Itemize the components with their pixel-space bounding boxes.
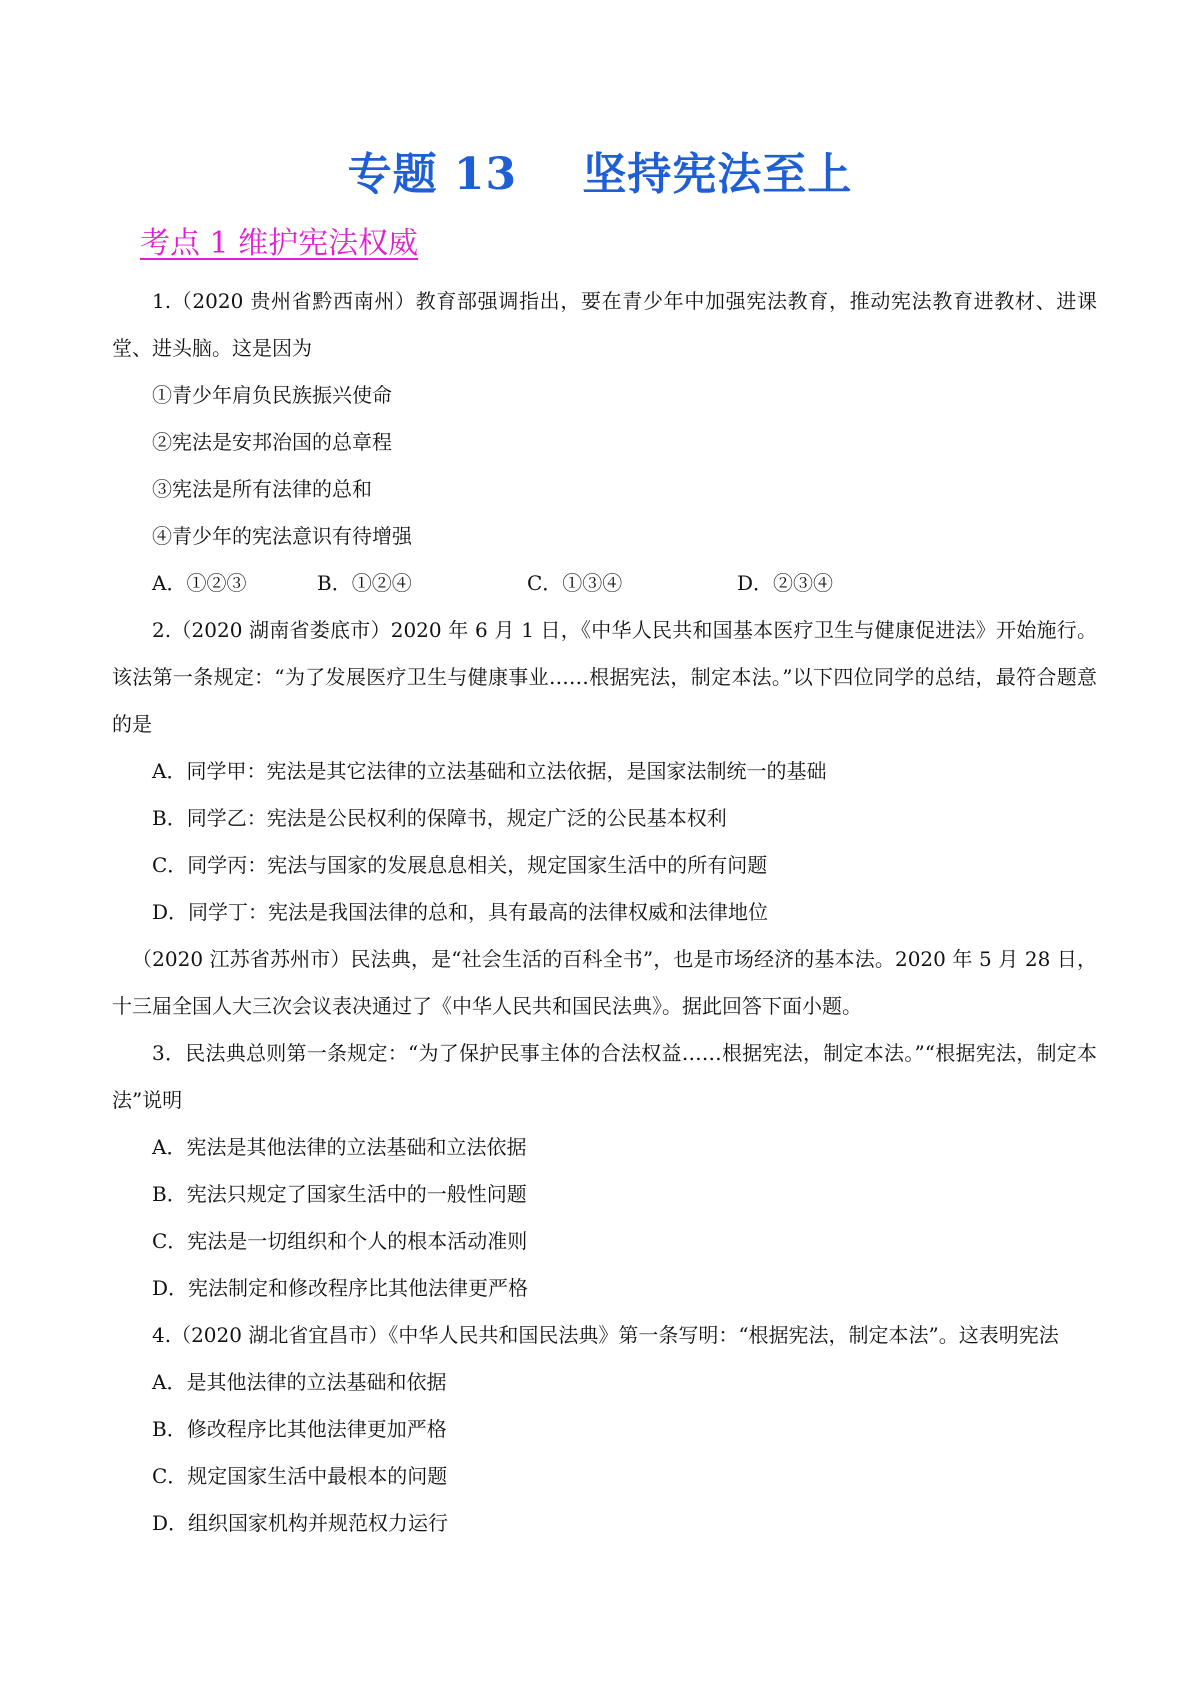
- question-2-option-b: B．同学乙：宪法是公民权利的保障书，规定广泛的公民基本权利: [152, 806, 727, 830]
- question-4-option-c: C．规定国家生活中最根本的问题: [152, 1464, 448, 1488]
- question-1-item: ③宪法是所有法律的总和: [152, 477, 372, 501]
- question-body: [112, 278, 1097, 1547]
- question-3-option-a: A．宪法是其他法律的立法基础和立法依据: [152, 1135, 527, 1159]
- question-3-option-d: D．宪法制定和修改程序比其他法律更严格: [152, 1276, 529, 1300]
- question-2-stem: 2.（2020 湖南省娄底市）2020 年 6 月 1 日，《中华人民共和国基本医疗卫生与健康促进法》开始施行。该法第一条规定：“为了发展医疗卫生与健康事业……根据宪法，制定本法。”以下四位同学的总结，最符合题意的是: [112, 618, 1097, 736]
- question-2-option-c: C．同学丙：宪法与国家的发展息息相关，规定国家生活中的所有问题: [152, 853, 768, 877]
- question-4-option-a: A．是其他法律的立法基础和依据: [152, 1370, 447, 1394]
- question-1-stem: 1.（2020 贵州省黔西南州）教育部强调指出，要在青少年中加强宪法教育，推动宪法教育进教材、进课堂、进头脑。这是因为: [112, 289, 1097, 360]
- question-3-stem: 3．民法典总则第一条规定：“为了保护民事主体的合法权益……根据宪法，制定本法。”“根据宪法，制定本法”说明: [112, 1041, 1097, 1112]
- question-1-options: [112, 560, 1097, 607]
- question-4-option-d: D．组织国家机构并规范权力运行: [152, 1511, 449, 1535]
- question-4-option-b: B．修改程序比其他法律更加严格: [152, 1417, 447, 1441]
- question-1-option-c: C．①③④: [527, 571, 623, 595]
- page-title: 专题 13 坚持宪法至上: [347, 149, 853, 200]
- question-3-intro: （2020 江苏省苏州市）民法典，是“社会生活的百科全书”，也是市场经济的基本法。2020 年 5 月 28 日，十三届全国人大三次会议表决通过了《中华人民共和国民法典》。据此回答下面小题。: [112, 947, 1097, 1018]
- question-1-option-a: A．①②③: [152, 571, 247, 595]
- question-3-option-c: C．宪法是一切组织和个人的根本活动准则: [152, 1229, 528, 1253]
- question-3-option-b: B．宪法只规定了国家生活中的一般性问题: [152, 1182, 527, 1206]
- question-4-stem: 4.（2020 湖北省宜昌市）《中华人民共和国民法典》第一条写明：“根据宪法，制定本法”。这表明宪法: [152, 1323, 1059, 1347]
- question-2-option-a: A．同学甲：宪法是其它法律的立法基础和立法依据，是国家法制统一的基础: [152, 759, 827, 783]
- question-1-item: ①青少年肩负民族振兴使命: [152, 383, 392, 407]
- question-1-item: ②宪法是安邦治国的总章程: [152, 430, 392, 454]
- question-1-option-b: B．①②④: [317, 571, 412, 595]
- section-heading: 考点 1 维护宪法权威: [140, 226, 419, 261]
- question-2-option-d: D．同学丁：宪法是我国法律的总和，具有最高的法律权威和法律地位: [152, 900, 769, 924]
- question-1-item: ④青少年的宪法意识有待增强: [152, 524, 412, 548]
- question-1-option-d: D．②③④: [737, 571, 834, 595]
